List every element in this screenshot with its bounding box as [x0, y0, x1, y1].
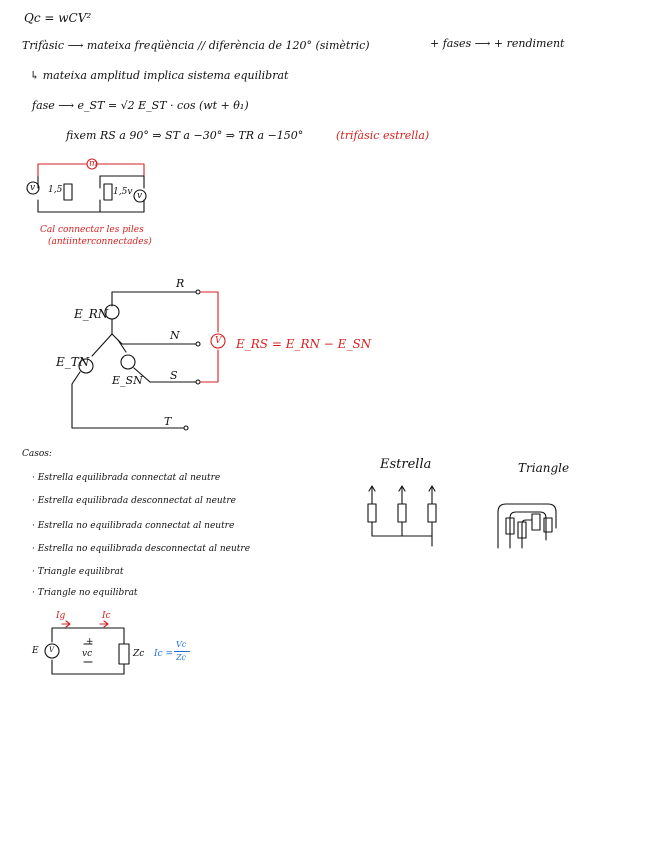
fraction-bar — [174, 651, 190, 652]
case-item-4: · Estrella no equilibrada desconnectat al neutre — [32, 544, 251, 554]
battery-caption-2: (antiinterconnectades) — [48, 237, 152, 247]
current-formula-numerator: Vc — [176, 640, 187, 649]
case-item-5: · Triangle equilibrat — [32, 567, 124, 577]
label-t: T — [164, 415, 172, 428]
star-note-red: (trifàsic estrella) — [336, 129, 430, 142]
capacitor-voltage: vc — [82, 649, 93, 659]
star-label: Estrella — [380, 457, 432, 472]
right-meter-label: v — [137, 191, 143, 201]
cases-heading: Casos: — [22, 449, 52, 459]
battery-caption-1: Cal connectar les piles — [40, 225, 144, 235]
ammeter-label: m — [89, 159, 98, 169]
source-e-label: E — [32, 646, 39, 656]
phases-performance-note: + fases ⟶ + rendiment — [430, 37, 565, 50]
phase-equation: fase ⟶ e_ST = √2 E_ST · cos (wt + θ₁) — [32, 99, 249, 112]
source-v-label: V — [49, 646, 55, 654]
plus-sign: + — [86, 637, 94, 647]
current-ic: Ic — [102, 611, 111, 621]
case-item-2: · Estrella equilibrada desconnectat al neutre — [32, 496, 236, 506]
current-formula-left: Ic = — [154, 649, 173, 659]
label-ern: E_RN — [74, 307, 109, 321]
label-r: R — [176, 277, 185, 290]
voltmeter-label: V — [215, 336, 222, 346]
case-item-1: · Estrella equilibrada connectat al neutre — [32, 473, 221, 483]
label-esn: E_SN — [112, 374, 143, 387]
voltage-equation: E_RS = E_RN − E_SN — [236, 337, 372, 351]
label-n: N — [170, 329, 180, 342]
trifasic-definition: Trifàsic ⟶ mateixa freqüència // diferència de 120° (simètric) — [22, 39, 370, 52]
current-ig: Ig — [56, 611, 66, 621]
case-item-6: · Triangle no equilibrat — [32, 588, 138, 598]
label-etn: E_TN — [56, 355, 90, 369]
current-formula-denominator: Zc — [176, 653, 187, 662]
case-item-3: · Estrella no equilibrada connectat al neutre — [32, 521, 235, 531]
right-cell-value: 1,5v — [113, 187, 133, 197]
left-cell-value: 1,5 — [48, 185, 63, 195]
capacitor-power-formula: Qc = wCV² — [24, 11, 92, 25]
impedance-icon — [119, 644, 129, 664]
impedance-label: Zc — [133, 649, 145, 659]
triangle-label: Triangle — [518, 461, 570, 475]
amplitude-note: ↳ mateixa amplitud implica sistema equilibrat — [30, 69, 289, 82]
label-s: S — [170, 369, 178, 382]
left-meter-label: v — [30, 183, 36, 193]
phase-angles-note: fixem RS a 90° ⇒ ST a −30° ⇒ TR a −150° — [66, 129, 304, 142]
